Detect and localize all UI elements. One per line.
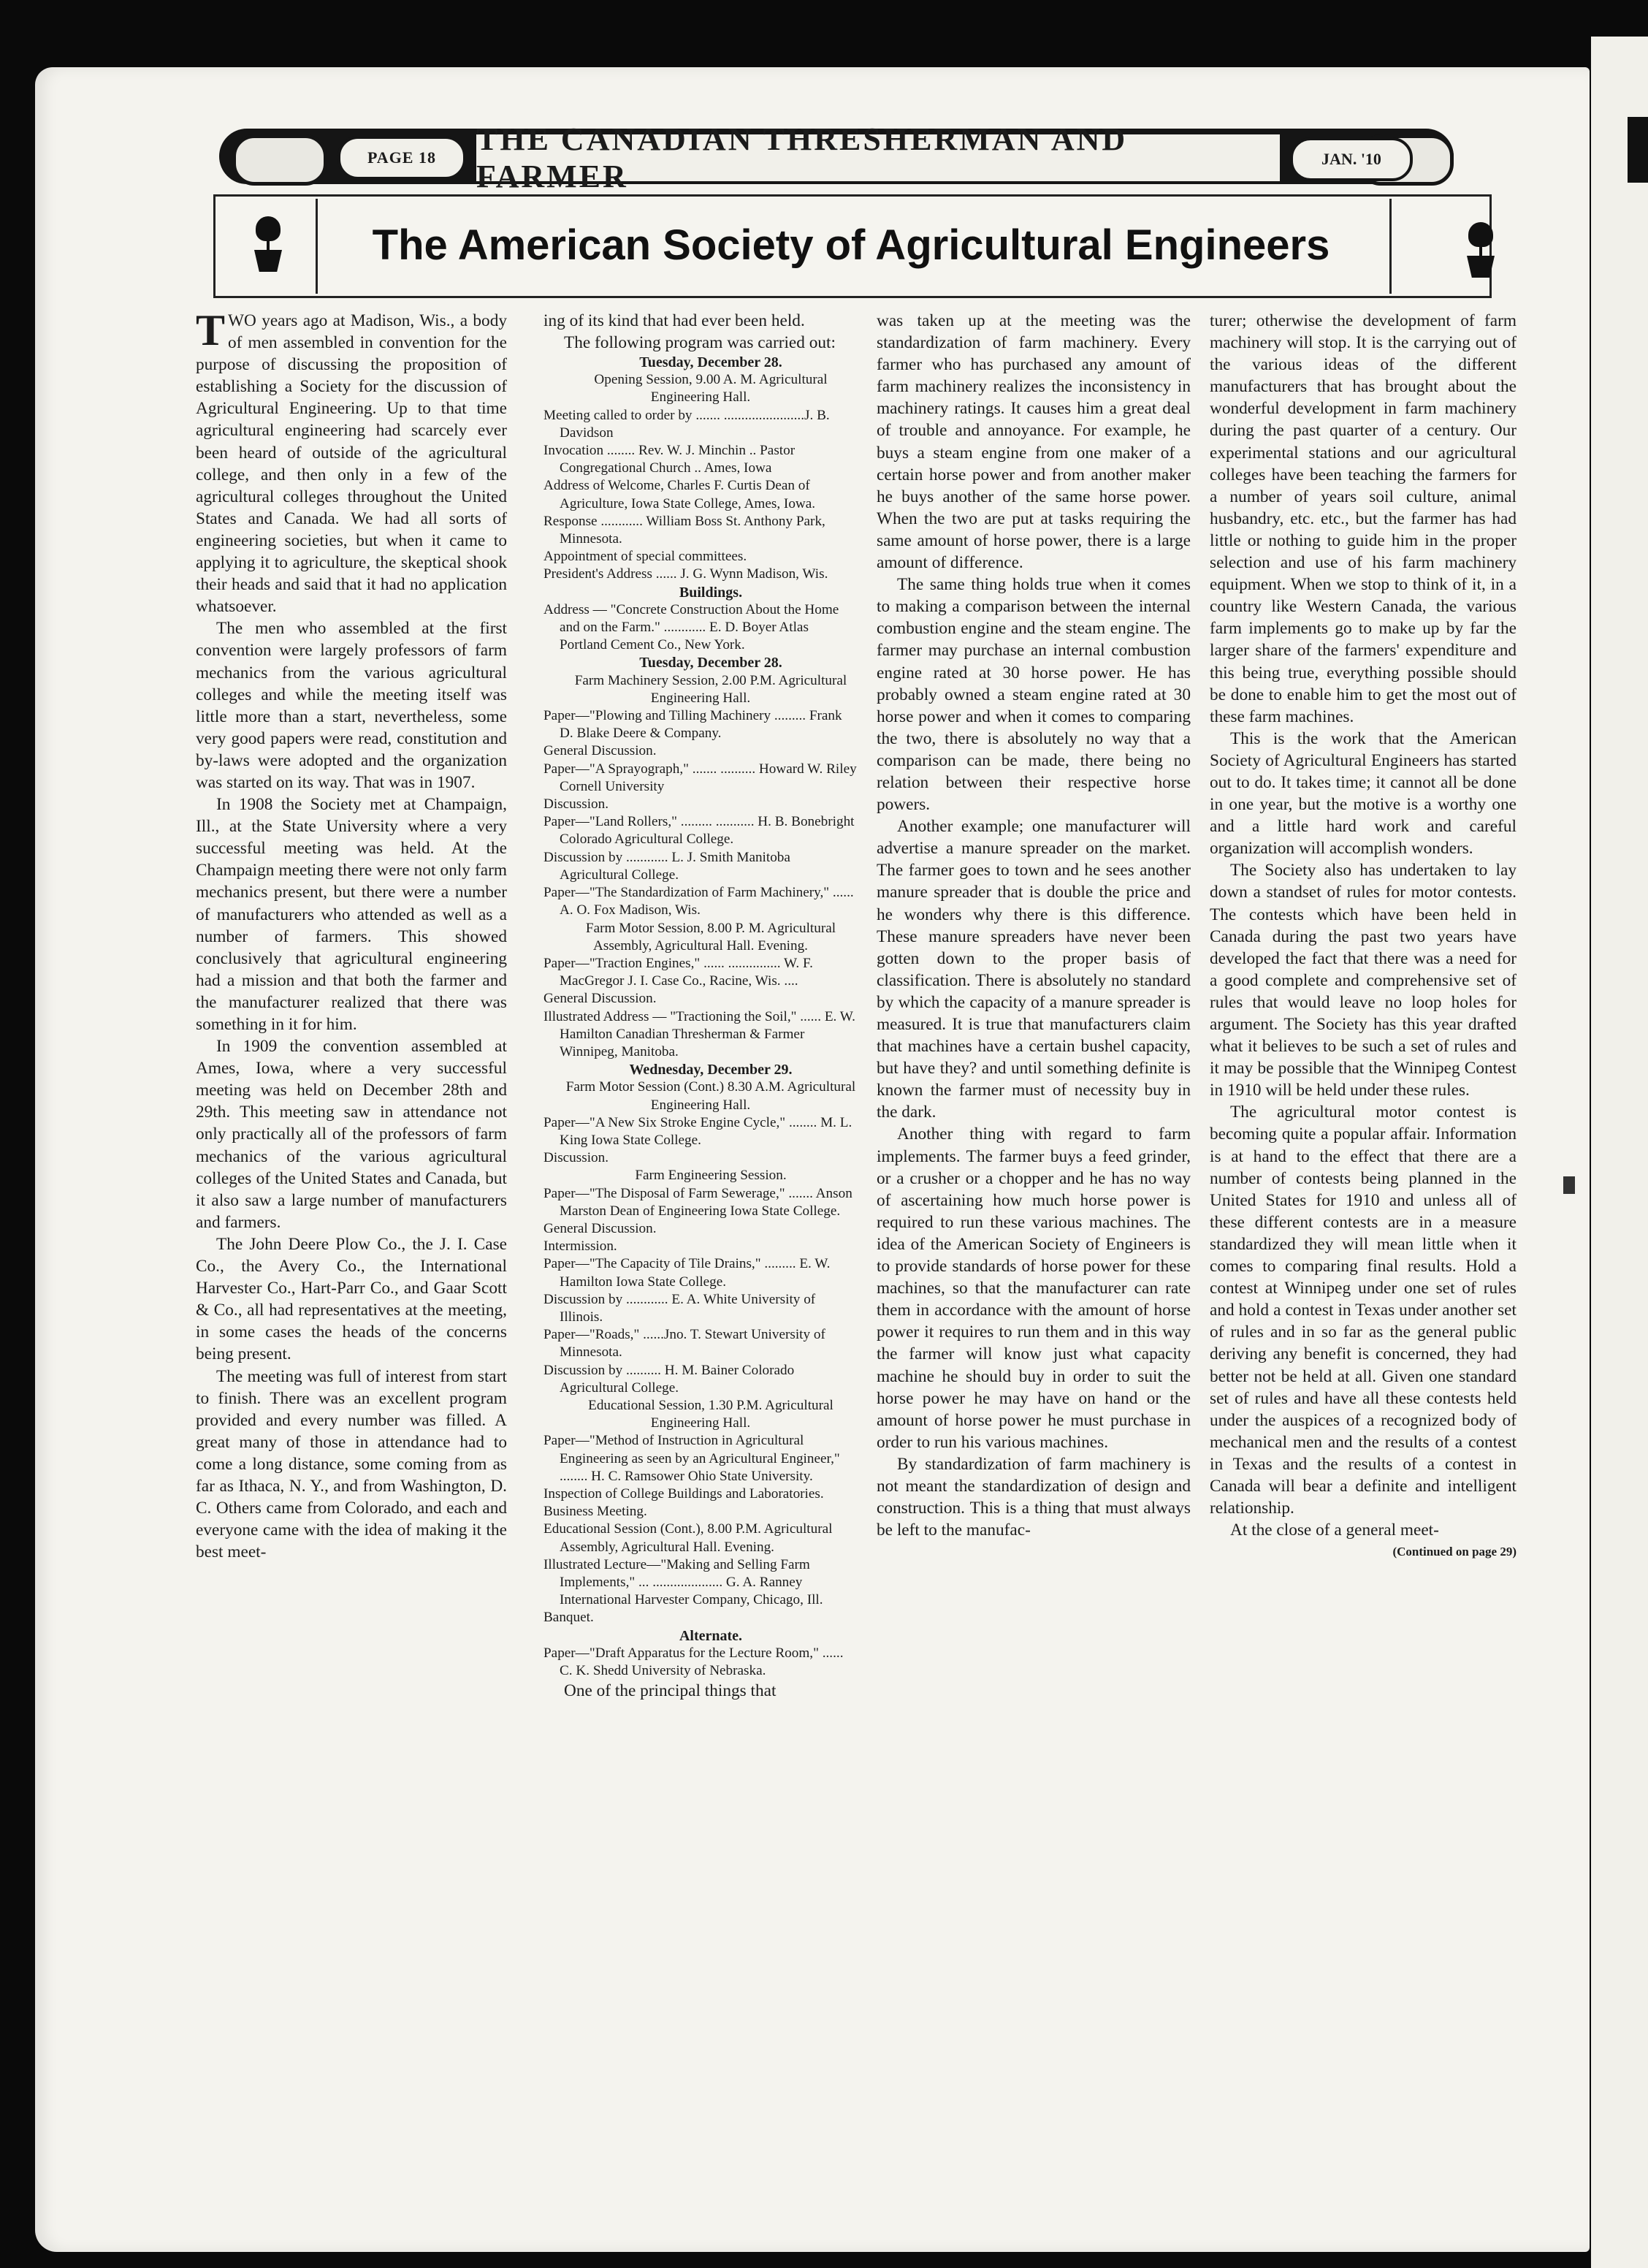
program-entry: Discussion. bbox=[543, 796, 609, 813]
program-entry: Paper—"The Standardization of Farm Machinery," ...... A. O. Fox Madison, Wis. bbox=[543, 885, 854, 918]
paragraph: The agricultural motor contest is becoming quite a popular affair. Information is at hand to the effect that there are a number of contests being planned in the United States for 1910 and unless all of these different contests are in a measure standardized they will mean little when it comes to comparing final results. Hold a contest at Winnipeg under one set of rules and hold a contest in Texas under another set of rules and in so far as the general public deriving any benefit is concerned, they had better not be held at all. Given one standard set of rules and have all these contests held under the auspices of a recognized body of mechanical men and the results of a contest in Texas and the results of a contest in Canada will bear a definite and intelligent relationship. bbox=[1210, 1103, 1517, 1518]
paragraph: One of the principal things that bbox=[564, 1681, 777, 1701]
text-column-1 bbox=[196, 306, 507, 1563]
paragraph: The John Deere Plow Co., the J. I. Case Co., the Avery Co., the International Harvester Co., Hart-Parr Co., and Gaar Scott & Co., all had representatives at the meeting, in some cases the heads of the concerns being present. bbox=[196, 1234, 507, 1364]
paragraph: Another thing with regard to farm implements. The farmer buys a feed grinder, or a crusher or a chopper and he has no way of ascertaining how much horse power is required to run these various machines. The idea of the American Society of Engineers is to provide standards of horse power for these machines, so that the manufacturer can rate them in accordance with the amount of horse power it requires to run them and in this way the farmer will know just what capacity machine he should buy in order to suit the horse power he may have on hand or the amount of horse power he must purchase in order to run his various machines. bbox=[877, 1125, 1191, 1452]
program-entry: Paper—"Method of Instruction in Agricultural Engineering as seen by an Agricultural Engineer," ........ H. C. Ramsower Ohio State University. bbox=[543, 1433, 840, 1484]
paragraph: Another example; one manufacturer will advertise a manure spreader on the market. The farmer goes to town and he sees another manure spreader that is double the price and he wonders why there is this difference. These manure spreaders have never been gotten down to the proper basis of classification. There is absolutely no standard by which the capacity of a manure spreader is measured. It is true that manufacturers claim that machines have a certain bushel capacity, but have they? and until something definite is known the farmer must of necessity buy in the dark. bbox=[877, 817, 1191, 1122]
program-entry: President's Address ...... J. G. Wynn Madison, Wis. bbox=[543, 566, 828, 582]
paragraph: TWO years ago at Madison, Wis., a body of men assembled in convention for the purpose of discussing the proposition of establishing a Society for the discussion of Agricultural Engineering. Up to that time agricultural engineering had scarcely ever been heard of outside of the agricultural college, and then only in a few of the agricultural colleges throughout the United States and Canada. We had all sorts of engineering societies, but when it came to applying it to agriculture, the skeptical shook their heads and said that it had no application whatsoever. bbox=[196, 306, 507, 617]
program-entry: Paper—"Draft Apparatus for the Lecture Room," ...... C. K. Shedd University of Nebraska. bbox=[543, 1645, 844, 1679]
program-entry: Intermission. bbox=[543, 1238, 617, 1255]
paragraph: The following program was carried out: bbox=[564, 333, 836, 352]
program-entry: Paper—"A New Six Stroke Engine Cycle," ........ M. L. King Iowa State College. bbox=[543, 1114, 852, 1148]
program-entry: Paper—"Traction Engines," ...... ............... W. F. MacGregor J. I. Case Co., Racine, Wis. .... bbox=[543, 955, 813, 989]
program-entry: Invocation ........ Rev. W. J. Minchin .. Pastor Congregational Church .. Ames, Iowa bbox=[543, 443, 796, 476]
continuation-note: (Continued on page 29) bbox=[1392, 1545, 1517, 1559]
program-entry: Farm Motor Session (Cont.) 8.30 A.M. Agricultural Engineering Hall. bbox=[565, 1079, 856, 1113]
program-day-heading: Tuesday, December 28. bbox=[639, 655, 782, 671]
program-entry: Educational Session (Cont.), 8.00 P.M. Agricultural Assembly, Agricultural Hall. Evening. bbox=[543, 1521, 833, 1555]
program-entry: Appointment of special committees. bbox=[543, 549, 747, 565]
program-entry: Discussion. bbox=[543, 1150, 609, 1166]
issue-date: JAN. '10 bbox=[1290, 137, 1413, 181]
program-entry: Illustrated Lecture—"Making and Selling Farm Implements," ... .................... G. A. Ranney International Harvester Company, Chicago, Ill. bbox=[543, 1556, 823, 1608]
program-entry: Paper—"Plowing and Tilling Machinery ......... Frank D. Blake Deere & Company. bbox=[543, 708, 842, 742]
text-column-3 bbox=[877, 310, 1191, 1541]
adjacent-page-edge bbox=[1591, 37, 1648, 2268]
paragraph: The meeting was full of interest from start to finish. There was an excellent program provided and every number was filled. A great many of those in attendance had to come a long distance, some coming from as far as Ithaca, N. Y., and from Washington, D. C. Others came from Colorado, and each and everyone came with the idea of making it the best meet- bbox=[196, 1366, 507, 1562]
program-entry: Illustrated Address — "Tractioning the Soil," ...... E. W. Hamilton Canadian Thresherman & Farmer Winnipeg, Manitoba. bbox=[543, 1008, 855, 1059]
program-entry: Paper—"A Sprayograph," ....... .......... Howard W. Riley Cornell University bbox=[543, 761, 857, 794]
paragraph: In 1909 the convention assembled at Ames, Iowa, where a very successful meeting was held on December 28th and 29th. This meeting saw in attendance not only practically all of the professors of farm mechanics of the various agricultural colleges of the United States and Canada, but it also saw a large number of manufacturers and farmers. bbox=[196, 1037, 507, 1232]
program-section-heading: Alternate. bbox=[679, 1627, 743, 1644]
thresher-engine-icon bbox=[232, 134, 327, 186]
program-entry: Response ............ William Boss St. Anthony Park, Minnesota. bbox=[543, 513, 825, 547]
paragraph: The men who assembled at the first convention were largely professors of farm mechanics from the various agricultural colleges and while the meeting itself was little more than a start, nevertheless, some very good papers were read, constitution and by-laws were adopted and the organization was started on its way. That was in 1907. bbox=[196, 619, 507, 792]
article-title: The American Society of Agricultural Engineers bbox=[372, 221, 1330, 269]
program-entry: Business Meeting. bbox=[543, 1504, 647, 1520]
paragraph: ing of its kind that had ever been held. bbox=[543, 311, 805, 330]
paragraph: The Society also has undertaken to lay down a standset of rules for motor contests. The contests which have been held in Canada during the past two years have developed the fact that there was a need for a good complete and comprehensive set of rules that would leave no loop holes for argument. The Society has this year drafted what it believes to be such a set of rules and it may be possible that the Winnipeg Contest in 1910 will be held under these rules. bbox=[1210, 861, 1517, 1100]
program-entry: General Discussion. bbox=[543, 991, 657, 1007]
program-entry: Paper—"Land Rollers," ......... ........... H. B. Bonebright Colorado Agricultural College. bbox=[543, 814, 855, 848]
paragraph: The same thing holds true when it comes to making a comparison between the internal combustion engine and the steam engine. The farmer may purchase an internal combustion engine rated at 30 horse power. He has probably owned a steam engine rated at 30 horse power and when it comes to comparing the two, there is absolutely no way that a comparison can be made, there being no relation between their respective horse powers. bbox=[877, 575, 1191, 815]
program-entry: Educational Session, 1.30 P.M. Agricultural Engineering Hall. bbox=[588, 1397, 833, 1431]
publication-title: THE CANADIAN THRESHERMAN AND FARMER bbox=[473, 132, 1283, 184]
paragraph: At the close of a general meet- bbox=[1230, 1521, 1439, 1540]
page-number: PAGE 18 bbox=[337, 136, 466, 180]
program-entry: Address of Welcome, Charles F. Curtis Dean of Agriculture, Iowa State College, Ames, Iowa. bbox=[543, 478, 816, 511]
edge-speck bbox=[1563, 1176, 1575, 1194]
potted-plant-icon bbox=[251, 216, 285, 275]
program-entry: Opening Session, 9.00 A. M. Agricultural Engineering Hall. bbox=[594, 372, 828, 406]
program-entry: Address — "Concrete Construction About the Home and on the Farm." ............ E. D. Boyer Atlas Portland Cement Co., New York. bbox=[543, 601, 839, 653]
potted-plant-icon bbox=[1464, 222, 1498, 281]
program-entry: Farm Engineering Session. bbox=[635, 1168, 787, 1184]
edge-mark bbox=[1628, 117, 1648, 183]
program-entry: General Discussion. bbox=[543, 1220, 657, 1236]
drop-cap: T bbox=[196, 306, 226, 354]
program-entry: Paper—"Roads," ......Jno. T. Stewart University of Minnesota. bbox=[543, 1327, 825, 1361]
text-column-4 bbox=[1210, 310, 1517, 1563]
program-entry: Farm Machinery Session, 2.00 P.M. Agricultural Engineering Hall. bbox=[574, 672, 847, 706]
program-entry: Inspection of College Buildings and Laboratories. bbox=[543, 1486, 824, 1502]
program-entry: Farm Motor Session, 8.00 P. M. Agricultural Assembly, Agricultural Hall. Evening. bbox=[585, 920, 836, 954]
program-section-heading: Buildings. bbox=[679, 584, 743, 601]
program-entry: Discussion by ............ E. A. White University of Illinois. bbox=[543, 1291, 816, 1325]
program-entry: General Discussion. bbox=[543, 743, 657, 759]
program-entry: Discussion by ............ L. J. Smith Manitoba Agricultural College. bbox=[543, 849, 790, 883]
program-entry: Meeting called to order by ....... .......................J. B. Davidson bbox=[543, 407, 830, 441]
program-entry: Paper—"The Capacity of Tile Drains," ......... E. W. Hamilton Iowa State College. bbox=[543, 1256, 831, 1290]
paragraph: This is the work that the American Society of Agricultural Engineers has started out to do. It takes time; it cannot all be done in one year, but the motive is a worthy one and a little hard work and careful organization will accomplish wonders. bbox=[1210, 728, 1517, 859]
program-entry: Paper—"The Disposal of Farm Sewerage," ....... Anson Marston Dean of Engineering Iowa State College. bbox=[543, 1185, 852, 1219]
paragraph: By standardization of farm machinery is not meant the standardization of design and construction. This is a thing that must always be left to the manufac- bbox=[877, 1454, 1191, 1540]
program-day-heading: Tuesday, December 28. bbox=[639, 354, 782, 370]
program-column bbox=[543, 310, 858, 1702]
paragraph: was taken up at the meeting was the standardization of farm machinery. Every farmer who has purchased any amount of farm machinery realizes the inconsistency in machinery ratings. It causes him a great deal of trouble and annoyance. For example, he buys a steam engine from one maker of a certain horse power and from another maker he buys another of the same horse power. When the two are put at tasks requiring the same amount of horse power, there is a large amount of difference. bbox=[877, 311, 1191, 573]
program-day-heading: Wednesday, December 29. bbox=[629, 1062, 793, 1078]
program-entry: Banquet. bbox=[543, 1610, 594, 1626]
paragraph: turer; otherwise the development of farm machinery will stop. It is the carrying out of the various ideas of the different manufacturers that has brought about the wonderful development in farm machinery during the past quarter of a century. Our experimental stations and our agricultural colleges have been teaching the farmers for a number of years soil culture, animal husbandry, etc. etc., but the farmer has had little or nothing to guide him in the proper selection and use of his farm machinery equipment. When we stop to think of it, in a country like Western Canada, the various farm implements go to make up by far the larger share of the farmers' expenditure and this being true, everything possible should be done to enable him to get the most out of these farm machines. bbox=[1210, 311, 1517, 726]
paragraph: In 1908 the Society met at Champaign, Ill., at the State University where a very successful meeting was held. At the Champaign meeting there were not only farm mechanics present, but there were a number of manufacturers who attended as well as a number of farmers. This showed conclusively that agricultural engineering had a mission and that both the farmer and the manufacturer realized that there was something in it for him. bbox=[196, 795, 507, 1034]
program-entry: Discussion by .......... H. M. Bainer Colorado Agricultural College. bbox=[543, 1362, 795, 1396]
